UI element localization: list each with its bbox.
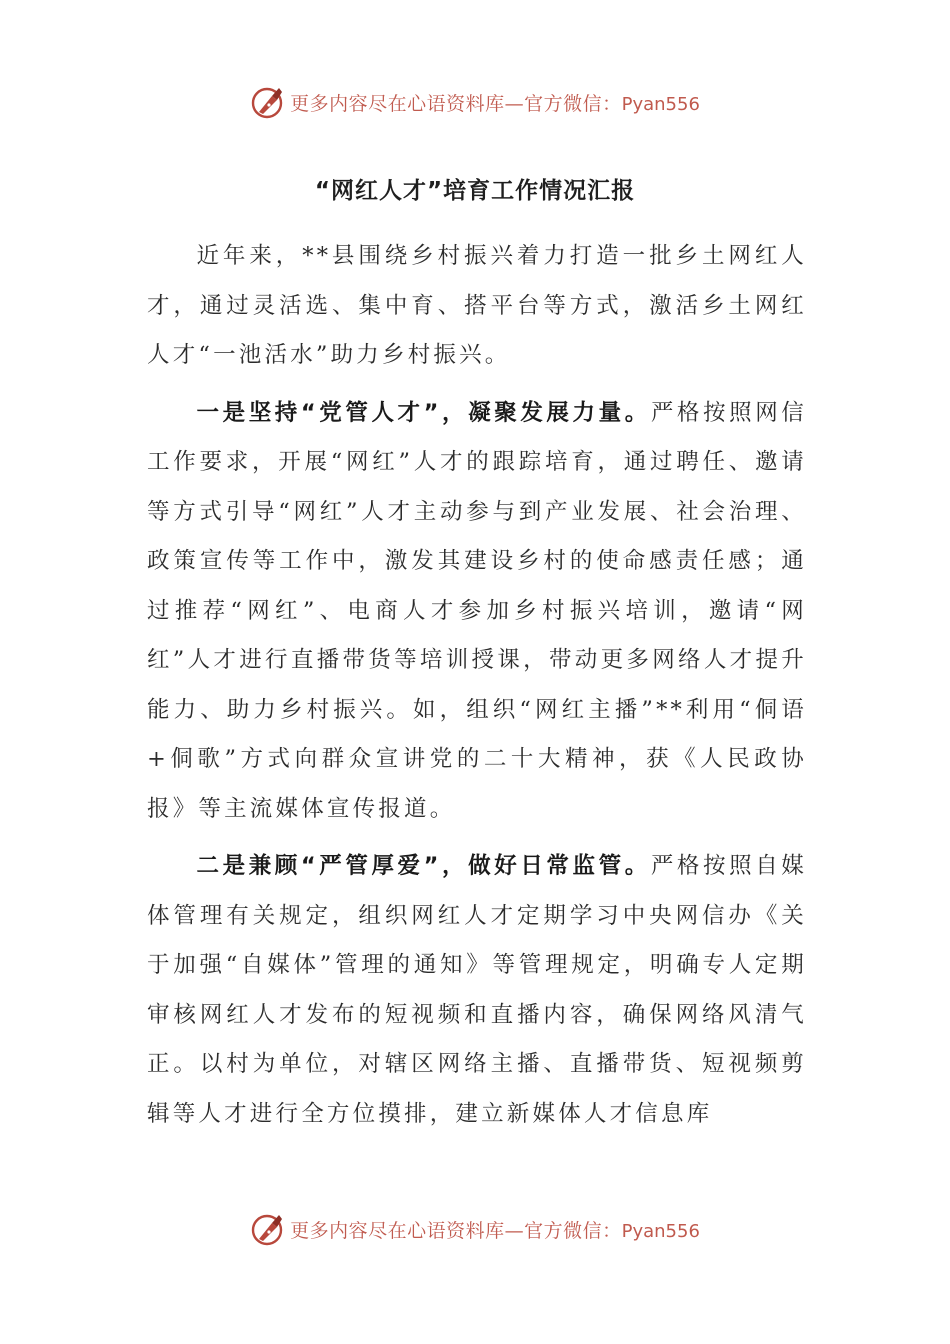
banner-text: 更多内容尽在心语资料库—官方微信：Pyan556 [290, 1219, 700, 1242]
wechat-id: Pyan556 [621, 93, 700, 115]
pen-nib-logo-icon [250, 1211, 286, 1247]
section-1-lead: 一是坚持“党管人才”，凝聚发展力量。 [196, 399, 651, 426]
pen-nib-logo-icon [250, 84, 286, 120]
footer-banner [0, 1207, 950, 1251]
section-1-body: 严格按照网信工作要求，开展“网红”人才的跟踪培育，通过聘任、邀请等方式引导“网红”人才主动参与到产业发展、社会治理、政策宣传等工作中，激发其建设乡村的使命感责任感；通过推荐“网红”、电商人才参加乡村振兴培训，邀请“网红”人才进行直播带货等培训授课，带动更多网络人才提升能力、助力乡村振兴。如，组织“网红主播”**利用“侗语+侗歌”方式向群众宣讲党的二十大精神，获《人民政协报》等主流媒体宣传报道。 [147, 399, 807, 822]
section-2-lead: 二是兼顾“严管厚爱”，做好日常监管。 [196, 853, 651, 879]
document-body [147, 232, 807, 1139]
section-2-body: 严格按照自媒体管理有关规定，组织网红人才定期学习中央网信办《关于加强“自媒体”管理的通知》等管理规定，明确专人定期审核网红人才发布的短视频和直播内容，确保网络风清气正。以村为单位，对辖区网络主播、直播带货、短视频剪辑等人才进行全方位摸排，建立新媒体人才信息库 [147, 853, 807, 1127]
header-banner [0, 80, 950, 124]
section-1-paragraph [147, 389, 807, 835]
intro-paragraph: 近年来，**县围绕乡村振兴着力打造一批乡土网红人才，通过灵活选、集中育、搭平台等方式，激活乡土网红人才“一池活水”助力乡村振兴。 [147, 243, 807, 368]
document-title: “网红人才”培育工作情况汇报 [314, 178, 636, 204]
section-2-paragraph [147, 842, 807, 1139]
banner-text: 更多内容尽在心语资料库—官方微信：Pyan556 [290, 92, 700, 115]
wechat-id: Pyan556 [621, 1220, 700, 1242]
